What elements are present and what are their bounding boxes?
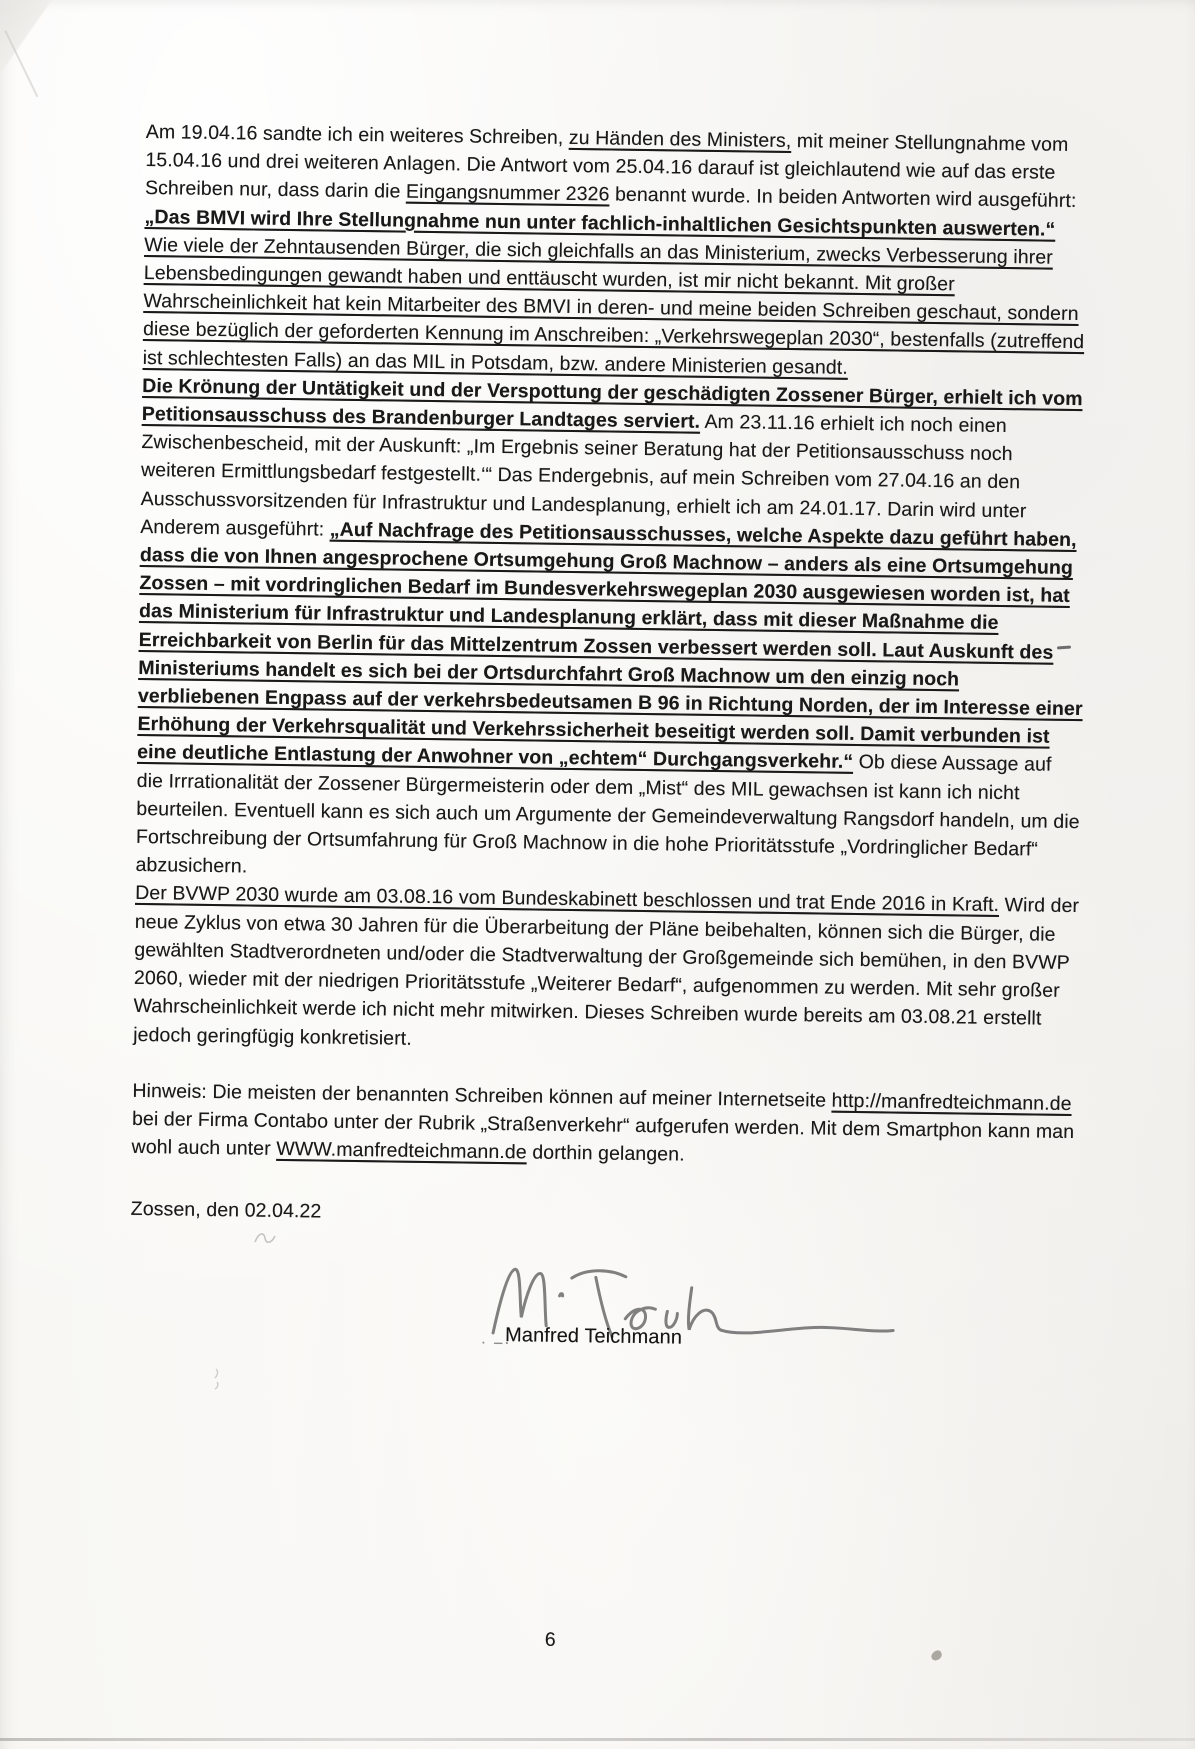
text-run: benannt wurde. In beiden Antworten wird ausgeführt: — [609, 183, 1077, 213]
text-run: Wird der neue Zyklus von etwa 30 Jahren für die Überarbeitung der Pläne beibehalten, können sich die Bürger, die gewählten Stadtverordneten und/oder die Stadtverwaltung der Großgemeinde sich bemühen, in den BVWP 2060, wieder mit der niedrigen Prioritätsstufe „Weiterer Bedarf“, aufgenommen zu werden. Mit sehr großer Wahrscheinlichkeit werde ich nicht mehr mitwirken. Dieses Schreiben wurde bereits am 03.08.21 erstellt jedoch geringfügig konkretisiert. — [133, 894, 1080, 1050]
text-run: Hinweis: Die meisten der benannten Schreiben können auf meiner Internetseite — [132, 1079, 832, 1112]
para-3 — [135, 372, 1087, 893]
text-run: Wie viele der Zehntausenden Bürger, die sich gleichfalls an das Ministerium, zwecks Verbesserung ihrer Lebensbedingungen gewandt haben und enttäuscht wurden, ist mir nicht bekannt. Mit großer Wahrscheinlichkeit hat kein Mitarbeiter des BMVI in deren- und meine beiden Schreiben geschaut, sondern diese bezüglich der geforderten Kennung im Anschreiben: „Verkehrswegeplan 2030“, bestenfalls (zutreffend ist schlechtesten Falls) an das MIL in Potsdam, bzw. andere Ministerien gesandt. — [142, 233, 1085, 379]
page-number: 6 — [544, 1628, 556, 1651]
paragraphs — [131, 118, 1090, 1174]
pencil-marks-artifact — [210, 1366, 226, 1392]
text-run: Ob diese Aussage auf die Irrrationalität der Zossener Bürgermeisterin oder dem „Mist“ des MIL gewachsen ist kann ich nicht beurteilen. Eventuell kann es sich auch um Argumente der Gemeindeverwaltung Rangsdorf handeln, um die Fortschreibung der Ortsumfahrung für Groß Machnow in die hohe Prioritätsstufe „Vordringlicher Bedarf“ abzusichern. — [135, 751, 1080, 878]
text-run: dorthin gelangen. — [526, 1141, 685, 1166]
text-column — [124, 118, 1091, 1711]
text-run: „Das BMVI wird Ihre Stellungnahme nun unter fachlich-inhaltlichen Gesichtspunkten auswerten.“ — [144, 205, 1056, 241]
signature-stray-dots: · –· — [480, 1333, 512, 1352]
date-line: Zossen, den 02.04.22 — [130, 1198, 322, 1223]
text-run: „Auf Nachfrage des Petitionsausschusses, welche Aspekte dazu geführt haben, dass die von Ihnen angesprochene Ortsumgehung Groß Machnow – anders als eine Ortsumgehung Zossen – mit vordringlichen Bedarf im Bundesverkehrswegeplan 2030 ausgewiesen worden ist, hat das Ministerium für Infrastruktur und Landesplanung erklärt, dass mit dieser Maßnahme die Erreichbarkeit von Berlin für das Mittelzentrum Zossen verbessert werden soll. Laut Auskunft des Ministeriums handelt es sich bei der Ortsdurchfahrt Groß Machnow um den einzig noch verbliebenen Engpass auf der verkehrsbedeutsamen B 96 in Richtung Norden, der im Interesse einer Erhöhung der Verkehrsqualität und Verkehrssicherheit beseitigt werden soll. Damit verbunden ist eine deutliche Entlastung der Anwohner von „echtem“ Durchgangsverkehr.“ — [136, 518, 1083, 774]
text-run: http://manfredteichmann.de — [831, 1089, 1072, 1115]
signed-name: Manfred Teichmann — [504, 1324, 683, 1349]
para-hinweis — [131, 1077, 1077, 1175]
text-run: WWW.manfredteichmann.de — [276, 1138, 527, 1164]
text-run: mit meiner Stellungnahme vom 15.04.16 und drei weiteren Anlagen. Die Antwort vom 25.04.16 darauf ist gleichlautend wie auf das erste Schreiben nur, dass darin die — [144, 130, 1069, 204]
text-run: Die Krönung der Untätigkeit und der Verspottung der geschädigten Zossener Bürger, erhielt ich vom Petitionsausschuss des Brandenburger Landtages serviert. — [141, 374, 1083, 433]
para-1 — [144, 118, 1090, 244]
scan-bottom-edge — [0, 1738, 1195, 1741]
text-run: zu Händen des Ministers, — [568, 126, 792, 153]
para-4 — [133, 879, 1080, 1061]
text-run: Am 19.04.16 sandte ich ein weiteres Schreiben, — [145, 120, 570, 149]
text-run: Am 23.11.16 erhielt ich noch einen Zwischenbescheid, mit der Auskunft: „Im Ergebnis seiner Beratung hat der Petitionsausschuss noch weiteren Ermittlungsbedarf festgestellt.‘“ Das Endergebnis, auf mein Schreiben vom 27.04.16 an den Ausschussvorsitzenden für Infrastruktur und Landesplanung, erhielt ich am 24.01.17. Darin wird unter Anderem ausgeführt: — [140, 410, 1027, 541]
text-run: Der BVWP 2030 wurde am 03.08.16 vom Bundeskabinett beschlossen und trat Ende 2016 in Kraft. — [135, 882, 1000, 917]
text-run: Eingangsnummer 2326 — [405, 181, 610, 206]
pencil-squiggle-artifact — [252, 1228, 278, 1248]
text-run: bei der Firma Contabo unter der Rubrik „Straßenverkehr“ aufgerufen werden. Mit dem Smartphon kann man wohl auch unter — [131, 1107, 1075, 1161]
para-2 — [142, 231, 1089, 385]
